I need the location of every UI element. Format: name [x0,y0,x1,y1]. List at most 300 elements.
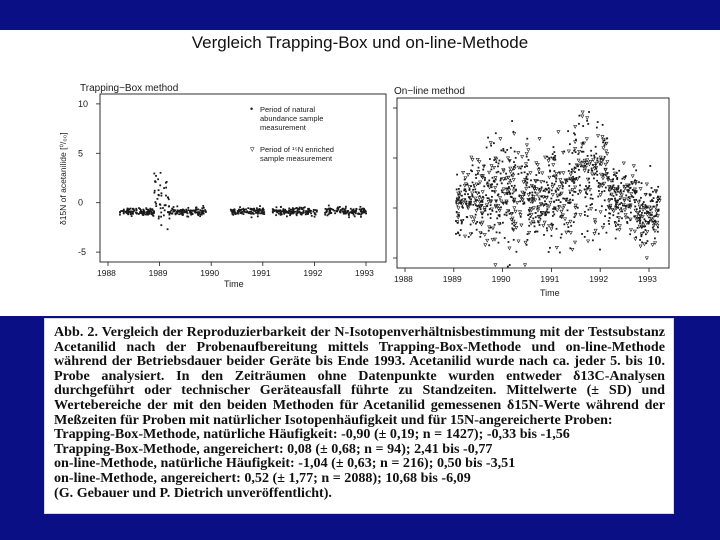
data-point [158,216,160,218]
data-point [607,178,609,180]
data-point [590,208,593,211]
data-point [499,138,502,141]
data-point [634,201,636,203]
data-point [505,212,507,214]
data-point [289,214,291,216]
data-point [507,192,509,194]
data-point [596,180,598,182]
data-point [504,237,506,239]
data-point [455,202,457,204]
data-point [579,115,581,117]
data-point [167,228,169,230]
data-point [345,206,347,208]
data-point [526,244,528,246]
data-point [192,210,194,212]
data-point [345,210,347,212]
data-point [508,247,511,250]
data-point [635,199,637,201]
data-point [475,177,477,179]
data-point [132,208,134,210]
data-point [159,184,161,186]
data-point [618,212,620,214]
data-point [496,211,498,213]
data-point [529,210,531,212]
data-point [160,207,162,209]
data-point [644,218,646,220]
data-point [601,205,603,207]
data-point [136,212,138,214]
data-point [633,199,635,201]
data-point [574,141,577,144]
data-point [647,240,649,242]
data-point [597,135,600,138]
data-point [631,175,634,178]
data-point [616,177,618,179]
data-point [497,165,499,167]
x-tick-label: 1989 [148,268,168,278]
data-point [496,172,498,174]
data-point [525,163,528,166]
data-point [525,152,528,155]
data-point [534,231,536,233]
data-point [642,208,645,211]
data-point [643,243,646,246]
data-point [567,130,569,132]
legend-label [260,105,323,132]
data-point [127,212,129,214]
data-point [256,207,258,209]
data-point [259,210,261,212]
data-point [480,201,482,203]
data-point [573,216,575,218]
data-point [620,207,622,209]
data-point [476,229,478,231]
data-point [546,227,548,229]
data-point [170,210,172,212]
data-point [348,216,350,218]
data-point [602,124,604,126]
data-point [524,241,527,244]
data-point [201,207,203,209]
data-point [529,172,532,175]
data-point [186,211,188,213]
data-point [588,163,591,166]
data-point [461,223,463,225]
data-point [505,151,507,153]
data-point [251,216,253,218]
data-point [634,179,636,181]
data-point [165,195,167,197]
data-point [591,170,593,172]
data-point [484,177,486,179]
data-point [158,189,160,191]
data-point [618,217,621,220]
data-point [475,174,477,176]
x-tick-label: 1990 [200,268,220,278]
top-banner [0,0,720,30]
data-point [154,192,156,194]
data-point [585,138,588,141]
data-point [517,152,520,155]
data-point [639,188,642,191]
data-point [593,178,595,180]
data-point [498,242,500,244]
data-point [593,232,596,235]
data-point [645,257,648,260]
data-point [350,208,352,210]
data-point [614,190,616,192]
legend-label-line: Period of ¹⁵N enriched [260,145,334,154]
data-point [188,209,190,211]
data-point [568,230,570,232]
data-point [643,201,645,203]
data-point [240,210,242,212]
data-point [566,180,568,182]
data-point [537,206,539,208]
data-point [582,125,584,127]
data-point [509,192,511,194]
x-tick-label: 1993 [355,268,374,278]
data-point [617,185,619,187]
data-point [579,176,581,178]
data-point [491,196,493,198]
data-point [471,194,473,196]
data-point [354,215,356,217]
data-point [145,214,147,216]
data-point [143,211,145,213]
data-point [513,161,515,163]
data-point [488,244,490,246]
data-point [474,202,477,205]
data-point [289,213,291,215]
data-point [356,208,358,210]
data-point [586,178,589,181]
data-point [457,222,459,224]
data-point [543,204,545,206]
data-point [530,216,532,218]
data-point [505,173,507,175]
data-point [553,201,555,203]
data-point [524,166,526,168]
data-point [512,168,514,170]
data-point [521,156,524,159]
data-point [528,159,530,161]
data-point [550,198,552,200]
data-point [476,221,478,223]
data-point [272,208,274,210]
data-point [348,212,350,214]
data-point [565,231,568,234]
data-point [562,185,564,187]
data-point [464,235,467,238]
data-point [609,217,611,219]
data-point [629,200,631,202]
data-point [498,163,500,165]
data-point [537,209,540,212]
data-point [535,174,537,176]
data-point [175,213,177,215]
data-point [643,231,645,233]
data-point [250,211,252,213]
data-point [201,214,203,216]
data-point [168,214,170,216]
data-point [512,190,515,193]
data-point [584,196,586,198]
data-point [299,207,301,209]
data-point [589,160,592,163]
data-point [550,157,552,159]
data-point [456,188,458,190]
data-point [604,199,606,201]
data-point [457,232,459,234]
data-point [500,173,502,175]
data-point [455,220,457,222]
data-point [627,217,629,219]
data-point [353,210,355,212]
data-point [245,208,247,210]
data-point [635,169,637,171]
data-point [298,208,300,210]
data-point [584,165,586,167]
data-point [292,208,294,210]
data-point [493,142,495,144]
data-point [480,208,482,210]
data-point [578,169,580,171]
data-point [281,210,283,212]
data-point [472,204,474,206]
x-tick-label: 1992 [303,268,323,278]
data-point [624,213,627,216]
data-point [629,187,631,189]
data-point [540,218,542,220]
data-point [154,190,156,192]
data-point [157,198,159,200]
data-point [588,169,590,171]
data-point [488,180,490,182]
data-point [623,190,625,192]
data-point [361,208,363,210]
data-point [181,210,183,212]
data-point [163,214,165,216]
data-point [622,205,624,207]
data-point [553,151,555,153]
data-point [500,180,502,182]
data-point [528,199,530,201]
data-point [527,174,529,176]
data-point [597,157,599,159]
data-point [569,202,571,204]
data-point [176,205,178,207]
data-point [523,264,526,267]
data-point [646,230,649,233]
data-point [570,225,572,227]
data-point [502,148,504,150]
data-point [455,233,457,235]
data-point [619,198,621,200]
data-point [566,222,569,225]
x-tick-label: 1991 [251,268,271,278]
data-point [590,194,592,196]
data-point [131,215,133,217]
y-tick-label: 10 [78,98,89,109]
data-point [644,204,646,206]
data-point [552,164,555,167]
data-point [641,212,643,214]
data-point [581,233,583,235]
data-point [598,233,600,235]
data-point [495,179,497,181]
data-point [459,234,461,236]
data-point [497,171,499,173]
data-point [587,123,589,125]
data-point [259,205,261,207]
data-point [199,215,201,217]
data-point [360,206,362,208]
data-point [491,238,494,241]
data-point [339,210,341,212]
data-point [509,167,512,170]
data-point [143,213,145,215]
data-point [636,220,638,222]
data-point [598,190,600,192]
data-point [604,190,606,192]
data-point [479,206,481,208]
data-point [537,169,540,172]
data-point [585,185,587,187]
data-point [535,162,538,165]
data-point [330,212,332,214]
data-point [534,222,536,224]
data-point [567,226,569,228]
data-point [336,210,338,212]
data-point [325,208,327,210]
data-point [651,199,653,201]
data-point [633,230,636,233]
data-point [480,223,483,226]
data-point [495,200,497,202]
data-point [509,181,512,184]
data-point [495,161,497,163]
data-point [548,187,550,189]
data-point [629,229,632,232]
data-point [525,188,528,191]
data-point [487,214,489,216]
data-point [504,178,506,180]
data-point [587,230,589,232]
data-point [558,171,560,173]
data-point [161,195,163,197]
data-point [292,213,294,215]
data-point [586,117,589,120]
data-point [312,211,314,213]
data-point [592,164,594,166]
data-point [613,184,615,186]
data-point [471,192,474,195]
data-point [473,217,476,220]
data-point [566,178,568,180]
data-point [178,210,180,212]
data-point [297,211,299,213]
data-point [653,197,655,199]
data-point [520,216,522,218]
data-point [655,210,658,213]
data-point [638,181,640,183]
chart-title: Trapping−Box method [80,83,179,94]
data-point [548,164,550,166]
data-point [571,152,573,154]
data-point [500,150,502,152]
data-point [547,196,549,198]
data-point [305,213,307,215]
data-point [462,199,465,202]
data-point [527,194,530,197]
data-point [594,221,597,224]
data-point [508,189,511,192]
data-point [135,208,137,210]
data-point [456,198,458,200]
data-point [477,208,479,210]
data-point [640,235,642,237]
data-point [478,197,481,200]
data-point [594,156,596,158]
data-point [557,131,560,134]
data-point [631,195,633,197]
data-point [524,182,527,185]
data-point [243,210,245,212]
data-point [618,220,620,222]
data-point [646,212,648,214]
data-point [492,177,494,179]
data-point [621,217,623,219]
data-point [651,244,654,247]
data-point [630,212,632,214]
data-point [586,205,588,207]
data-point [556,194,559,197]
data-point [634,206,636,208]
data-point [153,173,155,175]
data-point [286,211,288,213]
data-point [611,188,613,190]
data-point [641,182,643,184]
data-point [501,182,503,184]
data-point [464,179,466,181]
data-point [491,227,494,230]
data-point [503,150,505,152]
data-point [649,193,651,195]
data-point [548,224,551,227]
data-point [310,212,312,214]
data-point [528,209,530,211]
data-point [472,164,474,166]
x-tick-label: 1991 [540,274,560,284]
data-point [600,158,602,160]
data-point [553,146,555,148]
data-point [551,185,554,188]
data-point [119,214,121,216]
data-point [475,204,477,206]
data-point [461,195,463,197]
data-point [558,186,561,189]
data-point [620,189,622,191]
data-point [499,232,501,234]
data-point [280,212,282,214]
data-point [469,202,471,204]
data-point [534,185,536,187]
data-point [202,211,204,213]
x-tick-label: 1990 [491,274,511,284]
data-point [483,164,485,166]
data-point [614,198,616,200]
